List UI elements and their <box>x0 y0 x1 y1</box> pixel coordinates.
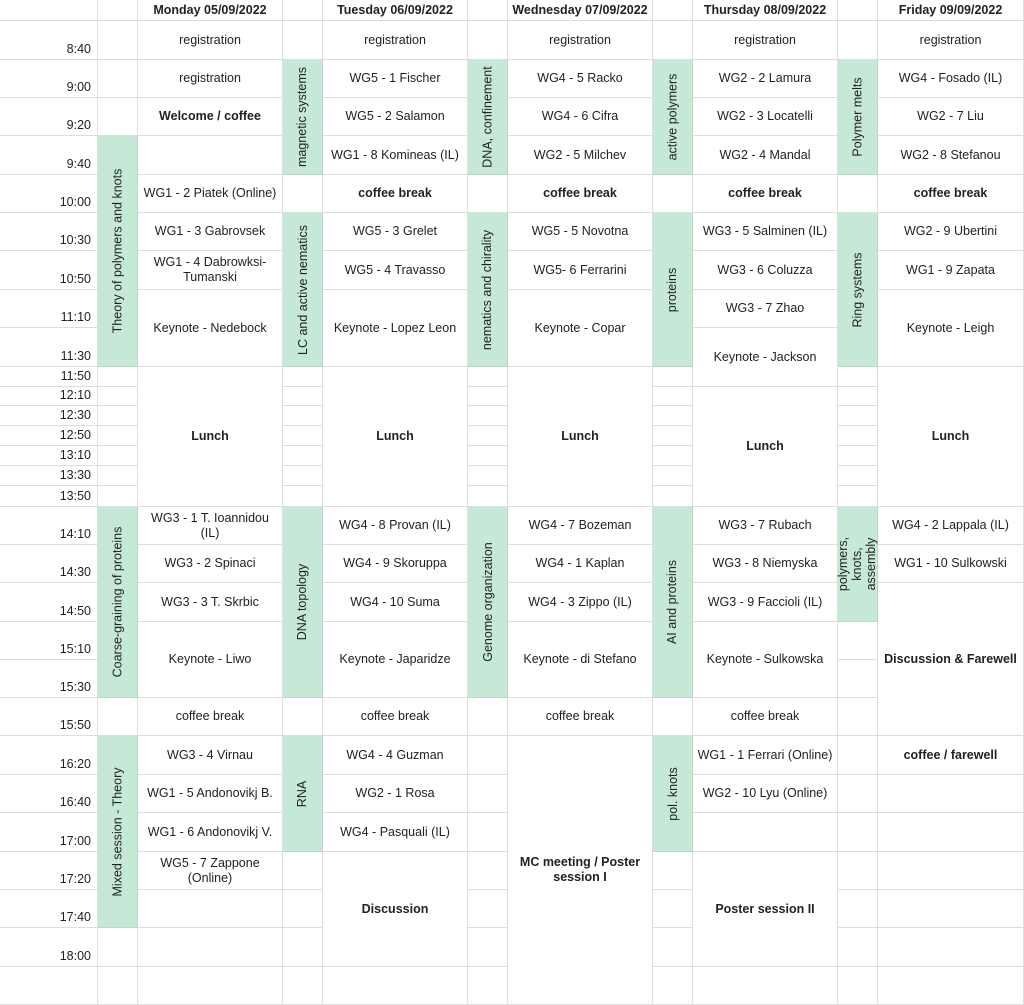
session-cell: WG5 - 2 Salamon <box>323 98 468 136</box>
track-label: Mixed session - Theory <box>110 767 125 896</box>
session-cell: WG5 - 5 Novotna <box>508 213 653 251</box>
track-polymers-knots-assembly <box>838 507 878 622</box>
empty-cell <box>838 890 878 928</box>
empty-cell <box>98 698 138 736</box>
session-cell: registration <box>138 21 283 60</box>
track-header-fri <box>838 0 878 21</box>
empty-cell <box>693 813 838 852</box>
empty-cell <box>323 967 468 1005</box>
empty-cell <box>283 175 323 213</box>
time-label: 15:50 <box>0 698 98 736</box>
session-cell: WG3 - 7 Rubach <box>693 507 838 545</box>
track-rna <box>283 736 323 852</box>
session-cell: registration <box>508 21 653 60</box>
session-cell: registration <box>138 60 283 98</box>
empty-cell <box>138 890 283 928</box>
empty-cell <box>653 698 693 736</box>
empty-cell <box>468 890 508 928</box>
empty-cell <box>468 387 508 406</box>
session-cell: WG1 - 9 Zapata <box>878 251 1024 290</box>
empty-cell <box>468 813 508 852</box>
session-cell: WG4 - 5 Racko <box>508 60 653 98</box>
time-label: 16:40 <box>0 775 98 813</box>
time-label: 8:40 <box>0 21 98 60</box>
session-cell: WG4 - 4 Guzman <box>323 736 468 775</box>
session-cell: coffee break <box>693 175 838 213</box>
track-label: AI and proteins <box>665 559 680 645</box>
session-cell: WG4 - 2 Lappala (IL) <box>878 507 1024 545</box>
time-label: 15:30 <box>0 660 98 698</box>
empty-cell <box>468 698 508 736</box>
corner-cell <box>0 0 98 21</box>
empty-cell <box>838 967 878 1005</box>
session-cell: WG3 - 7 Zhao <box>693 290 838 328</box>
empty-cell <box>283 967 323 1005</box>
track-coarse-graining-proteins <box>98 507 138 698</box>
session-cell: WG1 - 2 Piatek (Online) <box>138 175 283 213</box>
empty-cell <box>468 21 508 60</box>
time-label: 14:50 <box>0 583 98 622</box>
empty-cell <box>653 466 693 486</box>
time-label: 13:30 <box>0 466 98 486</box>
track-label: polymers, knots, assembly <box>836 536 879 592</box>
empty-cell <box>653 890 693 928</box>
empty-cell <box>838 406 878 426</box>
time-label-empty <box>0 967 98 1005</box>
session-cell: WG3 - 8 Niemyska <box>693 545 838 583</box>
empty-cell <box>653 367 693 387</box>
empty-cell <box>878 967 1024 1005</box>
session-cell: WG1 - 5 Andonovikj B. <box>138 775 283 813</box>
empty-cell <box>838 622 878 660</box>
session-cell: WG4 - 7 Bozeman <box>508 507 653 545</box>
time-label: 17:20 <box>0 852 98 890</box>
time-label: 9:20 <box>0 98 98 136</box>
session-cell: Lunch <box>878 367 1024 507</box>
empty-cell <box>98 367 138 387</box>
session-cell: WG4 - 3 Zippo (IL) <box>508 583 653 622</box>
empty-cell <box>838 660 878 698</box>
session-cell: MC meeting / Poster session I <box>508 736 653 1005</box>
empty-cell <box>838 852 878 890</box>
empty-cell <box>98 21 138 60</box>
empty-cell <box>838 813 878 852</box>
session-cell: Keynote - Jackson <box>693 328 838 387</box>
session-cell: coffee break <box>323 698 468 736</box>
track-dna-confinement <box>468 60 508 175</box>
empty-cell <box>98 406 138 426</box>
session-cell: WG3 - 4 Virnau <box>138 736 283 775</box>
empty-cell <box>283 446 323 466</box>
session-cell: WG2 - 1 Rosa <box>323 775 468 813</box>
track-header-thu <box>653 0 693 21</box>
session-cell: coffee break <box>693 698 838 736</box>
empty-cell <box>653 426 693 446</box>
time-label: 9:40 <box>0 136 98 175</box>
empty-cell <box>468 175 508 213</box>
empty-cell <box>468 486 508 507</box>
session-cell: WG4 - 1 Kaplan <box>508 545 653 583</box>
session-cell: WG2 - 9 Ubertini <box>878 213 1024 251</box>
session-cell: Keynote - Sulkowska <box>693 622 838 698</box>
time-label: 14:10 <box>0 507 98 545</box>
track-label: Genome organization <box>480 542 495 662</box>
session-cell: WG1 - 10 Sulkowski <box>878 545 1024 583</box>
session-cell: Keynote - Nedebock <box>138 290 283 367</box>
track-proteins <box>653 213 693 367</box>
empty-cell <box>653 21 693 60</box>
time-label: 16:20 <box>0 736 98 775</box>
session-cell: WG1 - 6 Andonovikj V. <box>138 813 283 852</box>
empty-cell <box>98 60 138 98</box>
empty-cell <box>138 928 283 967</box>
empty-cell <box>283 426 323 446</box>
track-label: Ring systems <box>850 251 865 328</box>
session-cell: Keynote - Lopez Leon <box>323 290 468 367</box>
track-pol-knots <box>653 736 693 852</box>
session-cell: Keynote - di Stefano <box>508 622 653 698</box>
empty-cell <box>838 21 878 60</box>
track-label: magnetic systems <box>295 66 310 168</box>
empty-cell <box>98 426 138 446</box>
session-cell: registration <box>693 21 838 60</box>
session-cell: coffee / farewell <box>878 736 1024 775</box>
session-cell: WG2 - 2 Lamura <box>693 60 838 98</box>
session-cell: WG4 - 9 Skoruppa <box>323 545 468 583</box>
track-label: RNA <box>295 780 310 807</box>
empty-cell <box>283 387 323 406</box>
time-label: 10:50 <box>0 251 98 290</box>
session-cell: WG4 - Pasquali (IL) <box>323 813 468 852</box>
empty-cell <box>878 852 1024 890</box>
time-label: 11:50 <box>0 367 98 387</box>
session-cell: Lunch <box>138 367 283 507</box>
session-cell: coffee break <box>508 698 653 736</box>
time-label: 10:30 <box>0 213 98 251</box>
session-cell: WG5 - 4 Travasso <box>323 251 468 290</box>
time-label: 18:00 <box>0 928 98 967</box>
empty-cell <box>878 775 1024 813</box>
empty-cell <box>653 446 693 466</box>
session-cell: WG1 - 4 Dabrowksi-Tumanski <box>138 251 283 290</box>
empty-cell <box>283 890 323 928</box>
session-cell: WG3 - 1 T. Ioannidou (IL) <box>138 507 283 545</box>
empty-cell <box>838 426 878 446</box>
time-label: 12:50 <box>0 426 98 446</box>
empty-cell <box>98 967 138 1005</box>
day-header-friday: Friday 09/09/2022 <box>878 0 1024 21</box>
track-ring-systems <box>838 213 878 367</box>
session-cell: coffee break <box>138 698 283 736</box>
empty-cell <box>98 387 138 406</box>
track-ai-proteins <box>653 507 693 698</box>
session-cell: Keynote - Copar <box>508 290 653 367</box>
session-cell: WG3 - 6 Coluzza <box>693 251 838 290</box>
track-dna-topology <box>283 507 323 698</box>
empty-cell <box>838 928 878 967</box>
empty-cell <box>838 387 878 406</box>
session-cell: WG5 - 7 Zappone (Online) <box>138 852 283 890</box>
empty-cell <box>138 967 283 1005</box>
empty-cell <box>838 175 878 213</box>
track-header-tue <box>283 0 323 21</box>
empty-cell <box>468 406 508 426</box>
empty-cell <box>838 367 878 387</box>
empty-cell <box>468 736 508 775</box>
day-header-monday: Monday 05/09/2022 <box>138 0 283 21</box>
empty-cell <box>838 775 878 813</box>
time-label: 14:30 <box>0 545 98 583</box>
session-cell: WG1 - 1 Ferrari (Online) <box>693 736 838 775</box>
session-cell: WG2 - 7 Liu <box>878 98 1024 136</box>
empty-cell <box>653 967 693 1005</box>
session-cell: registration <box>323 21 468 60</box>
empty-cell <box>468 775 508 813</box>
empty-cell <box>283 406 323 426</box>
session-cell: WG3 - 9 Faccioli (IL) <box>693 583 838 622</box>
session-cell: WG3 - 3 T. Skrbic <box>138 583 283 622</box>
empty-cell <box>468 852 508 890</box>
session-cell: Lunch <box>693 387 838 507</box>
empty-cell <box>653 175 693 213</box>
time-label: 12:10 <box>0 387 98 406</box>
day-header-tuesday: Tuesday 06/09/2022 <box>323 0 468 21</box>
time-label: 11:10 <box>0 290 98 328</box>
session-cell: Discussion <box>323 852 468 967</box>
session-cell: WG2 - 3 Locatelli <box>693 98 838 136</box>
track-label: Theory of polymers and knots <box>110 168 125 334</box>
empty-cell <box>468 466 508 486</box>
empty-cell <box>98 486 138 507</box>
session-cell: WG3 - 5 Salminen (IL) <box>693 213 838 251</box>
session-cell: WG5 - 1 Fischer <box>323 60 468 98</box>
session-cell: WG4 - 8 Provan (IL) <box>323 507 468 545</box>
empty-cell <box>653 852 693 890</box>
empty-cell <box>838 446 878 466</box>
session-cell: coffee break <box>878 175 1024 213</box>
session-cell: WG1 - 3 Gabrovsek <box>138 213 283 251</box>
session-cell: coffee break <box>323 175 468 213</box>
track-header-mon <box>98 0 138 21</box>
track-genome-organization <box>468 507 508 698</box>
session-cell: registration <box>878 21 1024 60</box>
time-label: 13:10 <box>0 446 98 466</box>
empty-cell <box>653 406 693 426</box>
empty-cell <box>838 486 878 507</box>
empty-cell <box>838 466 878 486</box>
empty-cell <box>283 486 323 507</box>
day-header-wednesday: Wednesday 07/09/2022 <box>508 0 653 21</box>
empty-cell <box>98 466 138 486</box>
empty-cell <box>468 367 508 387</box>
track-label: proteins <box>665 267 680 312</box>
empty-cell <box>838 698 878 736</box>
day-header-thursday: Thursday 08/09/2022 <box>693 0 838 21</box>
empty-cell <box>283 698 323 736</box>
track-label: DNA, confinement <box>480 66 495 168</box>
track-label: nematics and chirality <box>480 229 495 350</box>
session-cell: WG4 - 6 Cifra <box>508 98 653 136</box>
session-cell: WG3 - 2 Spinaci <box>138 545 283 583</box>
session-cell: coffee break <box>508 175 653 213</box>
empty-cell <box>283 367 323 387</box>
session-cell: WG2 - 8 Stefanou <box>878 136 1024 175</box>
empty-cell <box>283 21 323 60</box>
time-label: 13:50 <box>0 486 98 507</box>
empty-cell <box>98 98 138 136</box>
empty-cell <box>138 136 283 175</box>
session-cell: WG4 - 10 Suma <box>323 583 468 622</box>
empty-cell <box>693 967 838 1005</box>
session-cell: Welcome / coffee <box>138 98 283 136</box>
session-cell: WG4 - Fosado (IL) <box>878 60 1024 98</box>
track-active-polymers <box>653 60 693 175</box>
session-cell: Keynote - Liwo <box>138 622 283 698</box>
session-cell: Lunch <box>508 367 653 507</box>
empty-cell <box>653 387 693 406</box>
empty-cell <box>98 446 138 466</box>
track-nematics-chirality <box>468 213 508 367</box>
session-cell: Keynote - Japaridze <box>323 622 468 698</box>
time-label: 17:40 <box>0 890 98 928</box>
time-label: 10:00 <box>0 175 98 213</box>
time-label: 12:30 <box>0 406 98 426</box>
track-label: pol. knots <box>665 766 680 821</box>
track-theory-polymers-knots <box>98 136 138 367</box>
time-label: 17:00 <box>0 813 98 852</box>
session-cell: WG2 - 5 Milchev <box>508 136 653 175</box>
track-lc-active-nematics <box>283 213 323 367</box>
track-label: active polymers <box>665 73 680 161</box>
empty-cell <box>468 446 508 466</box>
session-cell: Discussion & Farewell <box>878 583 1024 736</box>
track-label: Coarse-graining of proteins <box>110 526 125 678</box>
session-cell: Poster session II <box>693 852 838 967</box>
empty-cell <box>283 852 323 890</box>
empty-cell <box>878 890 1024 928</box>
track-label: DNA topology <box>295 563 310 641</box>
session-cell: WG1 - 8 Komineas (IL) <box>323 136 468 175</box>
track-label: Polymer melts <box>850 77 865 157</box>
time-label: 15:10 <box>0 622 98 660</box>
empty-cell <box>283 928 323 967</box>
empty-cell <box>653 486 693 507</box>
session-cell: WG2 - 4 Mandal <box>693 136 838 175</box>
empty-cell <box>838 736 878 775</box>
track-mixed-session-theory <box>98 736 138 928</box>
session-cell: WG2 - 10 Lyu (Online) <box>693 775 838 813</box>
time-label: 9:00 <box>0 60 98 98</box>
time-label: 11:30 <box>0 328 98 367</box>
empty-cell <box>468 426 508 446</box>
track-label: LC and active nematics <box>295 224 310 355</box>
track-polymer-melts <box>838 60 878 175</box>
session-cell: Keynote - Leigh <box>878 290 1024 367</box>
session-cell: WG5- 6 Ferrarini <box>508 251 653 290</box>
empty-cell <box>468 928 508 967</box>
empty-cell <box>878 928 1024 967</box>
track-header-wed <box>468 0 508 21</box>
empty-cell <box>468 967 508 1005</box>
empty-cell <box>283 466 323 486</box>
empty-cell <box>878 813 1024 852</box>
empty-cell <box>653 928 693 967</box>
track-magnetic-systems <box>283 60 323 175</box>
empty-cell <box>98 928 138 967</box>
session-cell: WG5 - 3 Grelet <box>323 213 468 251</box>
session-cell: Lunch <box>323 367 468 507</box>
